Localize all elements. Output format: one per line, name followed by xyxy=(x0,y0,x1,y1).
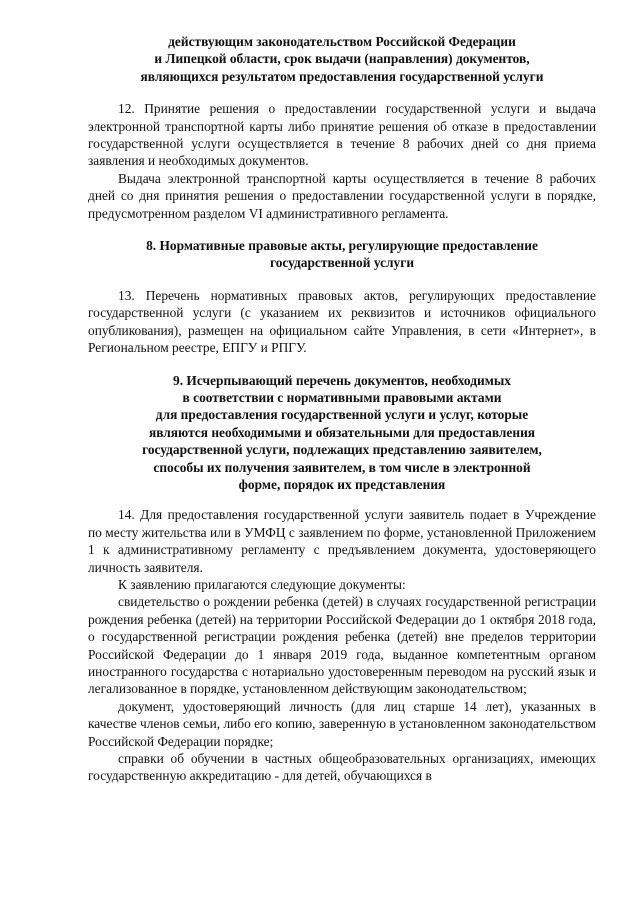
section-8-heading-line: 8. Нормативные правовые акты, регулирующие предоставление xyxy=(146,238,538,254)
section-9-heading-line: являются необходимыми и обязательными для предоставления xyxy=(148,424,536,440)
document-item-birth-certificate: свидетельство о рождении ребенка (детей) в случаях государственной регистрации рождения ребенка (детей) на территории Российской Федерации до 1 октября 2018 года, о государственной регистрации рождения ребенка (детей) вне пределов территории Российской Федерации до 1 января 2019 года, выданное компетентным органом иностранного государства с нотариально удостоверенным переводом на русский язык и легализованное в порядке, установленном действующим законодательством; xyxy=(88,594,596,697)
top-heading xyxy=(88,33,596,85)
section-9-heading-line: форме, порядок их представления xyxy=(238,476,446,492)
paragraph-14-intro: К заявлению прилагаются следующие документы: xyxy=(118,576,406,592)
top-heading-line: являющихся результатом предоставления государственной услуги xyxy=(140,68,544,84)
top-heading-line: и Липецкой области, срок выдачи (направления) документов, xyxy=(154,51,530,67)
top-heading-line: действующим законодательством Российской Федерации xyxy=(168,34,516,49)
section-9-heading xyxy=(88,372,596,494)
document-content xyxy=(88,33,596,785)
section-9-heading-line: способы их получения заявителем, в том числе в электронной xyxy=(153,459,531,475)
paragraph-12-issuance: Выдача электронной транспортной карты осуществляется в течение 8 рабочих дней со дня принятия решения о предоставлении государственной услуги в порядке, предусмотренном разделом VI административного регламента. xyxy=(88,170,596,221)
paragraph-13: 13. Перечень нормативных правовых актов, регулирующих предоставление государственной услуги (с указанием их реквизитов и источников официального опубликования), размещен на официальном сайте Управления, в сети «Интернет», в Региональном реестре, ЕПГУ и РПГУ. xyxy=(88,287,596,356)
document-item-school-certificate: справки об обучении в частных общеобразовательных организациях, имеющих государственную аккредитацию - для детей, обучающихся в xyxy=(88,751,596,784)
section-8-heading xyxy=(88,237,596,272)
paragraph-12: 12. Принятие решения о предоставлении государственной услуги и выдача электронной транспортной карты либо принятие решения об отказе в предоставлении государственной услуги осуществляется в течение 8 рабочих дней со дня приема заявления и необходимых документов. xyxy=(88,101,596,169)
section-9-heading-line: для предоставления государственной услуги и услуг, которые xyxy=(155,407,529,423)
section-8-heading-line: государственной услуги xyxy=(269,255,415,271)
document-item-identity-document: документ, удостоверяющий личность (для лиц старше 14 лет), указанных в качестве членов семьи, либо его копию, заверенную в установленном законодательством Российской Федерации порядке; xyxy=(88,698,596,749)
paragraph-14: 14. Для предоставления государственной услуги заявитель подает в Учреждение по месту жительства или в УМФЦ с заявлением по форме, установленной Приложением 1 к административному регламенту с предъявлением документа, удостоверяющего личность заявителя. xyxy=(88,507,596,575)
section-9-heading-line: 9. Исчерпывающий перечень документов, необходимых xyxy=(173,372,511,388)
section-9-heading-line: в соответствии с нормативными правовыми актами xyxy=(182,389,502,405)
section-9-heading-line: государственной услуги, подлежащих представлению заявителем, xyxy=(142,442,542,458)
